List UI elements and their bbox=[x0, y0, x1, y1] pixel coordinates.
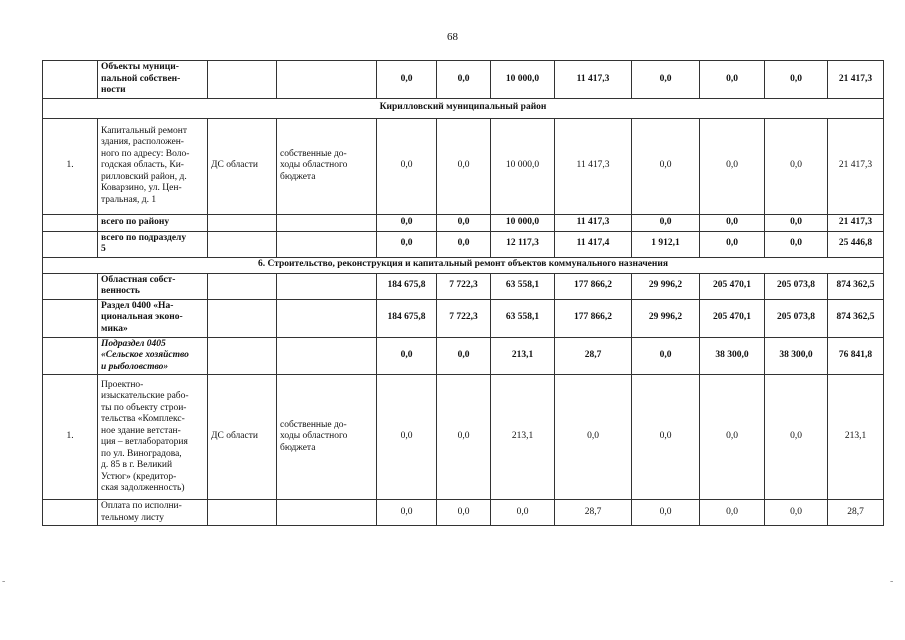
value-cell: 7 722,3 bbox=[437, 299, 491, 337]
value-cell: 28,7 bbox=[555, 500, 632, 526]
value-cell: 28,7 bbox=[555, 337, 632, 375]
value-cell: 0,0 bbox=[765, 214, 828, 231]
section-header-row bbox=[43, 98, 884, 118]
table-row bbox=[43, 231, 884, 257]
row-funding-source: собственные до- ходы областного бюджета bbox=[277, 118, 377, 214]
value-cell: 205 073,8 bbox=[765, 273, 828, 299]
value-cell: 0,0 bbox=[632, 375, 700, 500]
table-row bbox=[43, 61, 884, 99]
section-header-row bbox=[43, 257, 884, 273]
value-cell: 29 996,2 bbox=[632, 299, 700, 337]
value-cell: 184 675,8 bbox=[377, 299, 437, 337]
row-label: Раздел 0400 «На- циональная эконо- мика» bbox=[98, 299, 208, 337]
row-agency bbox=[208, 231, 277, 257]
value-cell: 0,0 bbox=[555, 375, 632, 500]
value-cell: 0,0 bbox=[377, 214, 437, 231]
value-cell: 213,1 bbox=[491, 337, 555, 375]
value-cell: 7 722,3 bbox=[437, 273, 491, 299]
value-cell: 0,0 bbox=[765, 61, 828, 99]
value-cell: 11 417,3 bbox=[555, 118, 632, 214]
value-cell: 10 000,0 bbox=[491, 118, 555, 214]
value-cell: 874 362,5 bbox=[828, 299, 884, 337]
row-agency: ДС области bbox=[208, 118, 277, 214]
row-index bbox=[43, 500, 98, 526]
row-funding-source bbox=[277, 273, 377, 299]
value-cell: 205 470,1 bbox=[700, 299, 765, 337]
value-cell: 0,0 bbox=[632, 337, 700, 375]
row-funding-source bbox=[277, 337, 377, 375]
budget-table bbox=[42, 60, 884, 526]
table-row bbox=[43, 214, 884, 231]
row-agency bbox=[208, 273, 277, 299]
row-agency bbox=[208, 61, 277, 99]
row-index: 1. bbox=[43, 118, 98, 214]
value-cell: 63 558,1 bbox=[491, 299, 555, 337]
row-funding-source bbox=[277, 500, 377, 526]
row-label: Объекты муници- пальной собствен- ности bbox=[98, 61, 208, 99]
value-cell: 10 000,0 bbox=[491, 214, 555, 231]
value-cell: 28,7 bbox=[828, 500, 884, 526]
value-cell: 10 000,0 bbox=[491, 61, 555, 99]
value-cell: 0,0 bbox=[700, 214, 765, 231]
section-title: 6. Строительство, реконструкция и капитальный ремонт объектов коммунального назначения bbox=[43, 257, 884, 273]
row-funding-source bbox=[277, 214, 377, 231]
value-cell: 0,0 bbox=[377, 118, 437, 214]
table-row bbox=[43, 337, 884, 375]
value-cell: 205 073,8 bbox=[765, 299, 828, 337]
value-cell: 0,0 bbox=[765, 375, 828, 500]
row-label: Областная собст- венность bbox=[98, 273, 208, 299]
value-cell: 21 417,3 bbox=[828, 118, 884, 214]
value-cell: 184 675,8 bbox=[377, 273, 437, 299]
value-cell: 874 362,5 bbox=[828, 273, 884, 299]
value-cell: 0,0 bbox=[377, 61, 437, 99]
row-label: Проектно- изыскательские рабо- ты по объекту строи- тельства «Комплекс- ное здание ветстан- ция – ветлаборатория по ул. Виноградова, д. 85 в г. Великий Устюг» (кредитор- ская задолженность) bbox=[98, 375, 208, 500]
value-cell: 205 470,1 bbox=[700, 273, 765, 299]
row-label: Оплата по исполни- тельному листу bbox=[98, 500, 208, 526]
value-cell: 21 417,3 bbox=[828, 61, 884, 99]
value-cell: 0,0 bbox=[437, 375, 491, 500]
row-label: всего по подразделу 5 bbox=[98, 231, 208, 257]
value-cell: 177 866,2 bbox=[555, 299, 632, 337]
row-index bbox=[43, 273, 98, 299]
value-cell: 0,0 bbox=[700, 61, 765, 99]
row-index: 1. bbox=[43, 375, 98, 500]
section-title: Кирилловский муниципальный район bbox=[43, 98, 884, 118]
value-cell: 0,0 bbox=[437, 231, 491, 257]
value-cell: 0,0 bbox=[491, 500, 555, 526]
row-index bbox=[43, 231, 98, 257]
row-index bbox=[43, 299, 98, 337]
value-cell: 0,0 bbox=[377, 500, 437, 526]
row-funding-source: собственные до- ходы областного бюджета bbox=[277, 375, 377, 500]
row-funding-source bbox=[277, 61, 377, 99]
value-cell: 12 117,3 bbox=[491, 231, 555, 257]
row-funding-source bbox=[277, 231, 377, 257]
table-row bbox=[43, 375, 884, 500]
row-label: Капитальный ремонт здания, расположен- ного по адресу: Воло- годская область, Ки- рилловский район, д. Коварзино, ул. Цен- тральная, д. 1 bbox=[98, 118, 208, 214]
value-cell: 0,0 bbox=[700, 118, 765, 214]
scan-mark-left: - bbox=[2, 576, 6, 587]
table-row bbox=[43, 299, 884, 337]
value-cell: 0,0 bbox=[765, 231, 828, 257]
row-index bbox=[43, 61, 98, 99]
value-cell: 177 866,2 bbox=[555, 273, 632, 299]
row-index bbox=[43, 337, 98, 375]
table-row bbox=[43, 500, 884, 526]
value-cell: 76 841,8 bbox=[828, 337, 884, 375]
value-cell: 0,0 bbox=[437, 118, 491, 214]
value-cell: 0,0 bbox=[437, 500, 491, 526]
value-cell: 0,0 bbox=[632, 214, 700, 231]
value-cell: 0,0 bbox=[632, 500, 700, 526]
page-number: 68 bbox=[447, 31, 458, 43]
value-cell: 0,0 bbox=[377, 337, 437, 375]
value-cell: 0,0 bbox=[437, 214, 491, 231]
row-label: всего по району bbox=[98, 214, 208, 231]
value-cell: 1 912,1 bbox=[632, 231, 700, 257]
value-cell: 213,1 bbox=[828, 375, 884, 500]
value-cell: 38 300,0 bbox=[700, 337, 765, 375]
value-cell: 0,0 bbox=[437, 337, 491, 375]
value-cell: 0,0 bbox=[632, 61, 700, 99]
value-cell: 0,0 bbox=[377, 375, 437, 500]
row-agency bbox=[208, 214, 277, 231]
row-index bbox=[43, 214, 98, 231]
row-agency: ДС области bbox=[208, 375, 277, 500]
value-cell: 25 446,8 bbox=[828, 231, 884, 257]
value-cell: 0,0 bbox=[765, 500, 828, 526]
value-cell: 63 558,1 bbox=[491, 273, 555, 299]
value-cell: 0,0 bbox=[377, 231, 437, 257]
value-cell: 11 417,3 bbox=[555, 214, 632, 231]
value-cell: 0,0 bbox=[765, 118, 828, 214]
table-row bbox=[43, 273, 884, 299]
value-cell: 213,1 bbox=[491, 375, 555, 500]
row-funding-source bbox=[277, 299, 377, 337]
value-cell: 11 417,3 bbox=[555, 61, 632, 99]
table-row bbox=[43, 118, 884, 214]
scan-mark-right: - bbox=[890, 576, 894, 587]
value-cell: 0,0 bbox=[632, 118, 700, 214]
value-cell: 0,0 bbox=[437, 61, 491, 99]
value-cell: 38 300,0 bbox=[765, 337, 828, 375]
value-cell: 0,0 bbox=[700, 231, 765, 257]
row-agency bbox=[208, 500, 277, 526]
row-agency bbox=[208, 299, 277, 337]
row-label: Подраздел 0405 «Сельское хозяйство и рыболовство» bbox=[98, 337, 208, 375]
value-cell: 29 996,2 bbox=[632, 273, 700, 299]
row-agency bbox=[208, 337, 277, 375]
value-cell: 0,0 bbox=[700, 375, 765, 500]
value-cell: 21 417,3 bbox=[828, 214, 884, 231]
value-cell: 11 417,4 bbox=[555, 231, 632, 257]
value-cell: 0,0 bbox=[700, 500, 765, 526]
